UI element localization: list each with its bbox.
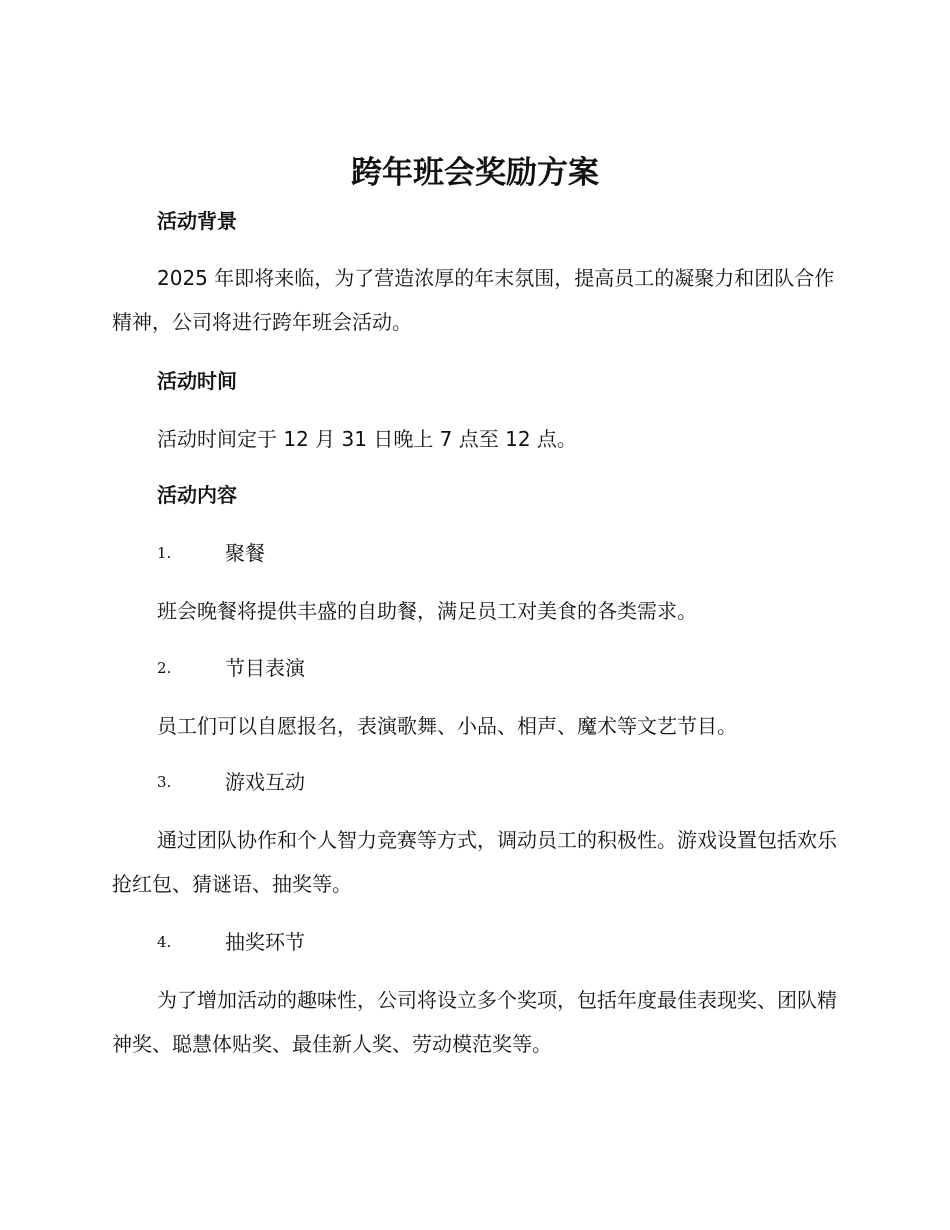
paragraph-background: 2025 年即将来临，为了营造浓厚的年末氛围，提高员工的凝聚力和团队合作精神，公司将进行跨年班会活动。	[112, 266, 835, 334]
paragraph-item-1: 班会晚餐将提供丰盛的自助餐，满足员工对美食的各类需求。	[157, 599, 697, 623]
paragraph-time: 活动时间定于 12 月 31 日晚上 7 点至 12 点。	[157, 427, 577, 451]
section-heading-background: 活动背景	[157, 209, 237, 233]
list-number: 3.	[157, 773, 172, 791]
section-heading-time: 活动时间	[157, 369, 237, 393]
list-label: 抽奖环节	[225, 930, 305, 954]
list-label: 游戏互动	[225, 770, 305, 794]
list-number: 4.	[157, 933, 172, 951]
list-number: 1.	[157, 544, 172, 562]
section-heading-content: 活动内容	[157, 483, 237, 507]
list-label: 节目表演	[225, 656, 305, 680]
list-label: 聚餐	[225, 541, 265, 565]
list-number: 2.	[157, 659, 172, 677]
document-title: 跨年班会奖励方案	[351, 155, 599, 191]
paragraph-item-2: 员工们可以自愿报名，表演歌舞、小品、相声、魔术等文艺节目。	[157, 714, 737, 738]
paragraph-item-3: 通过团队协作和个人智力竞赛等方式，调动员工的积极性。游戏设置包括欢乐抢红包、猜谜语、抽奖等。	[112, 828, 837, 896]
paragraph-item-4: 为了增加活动的趣味性，公司将设立多个奖项，包括年度最佳表现奖、团队精神奖、聪慧体贴奖、最佳新人奖、劳动模范奖等。	[112, 988, 837, 1056]
